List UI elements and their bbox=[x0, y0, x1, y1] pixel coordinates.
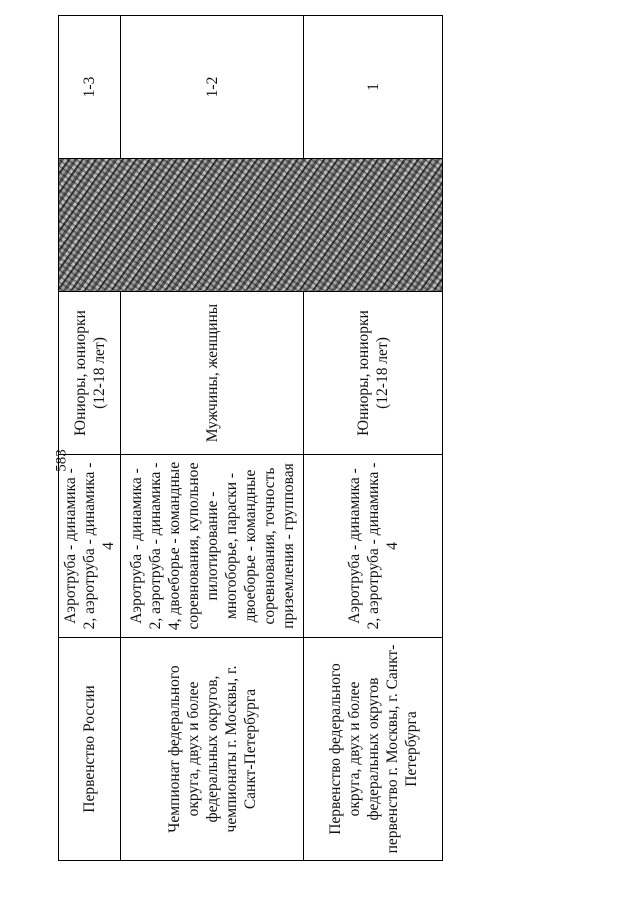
discipline-cell: Аэротруба - динамика - 2, аэротруба - динамика - 4, двоеборье - командные соревнования, купольное пилотирование - многоборье, параски - двоеборье - командные соревнования, точность приземления - групповая bbox=[121, 455, 304, 638]
page-number: 583 bbox=[53, 449, 70, 472]
table-row bbox=[59, 16, 121, 861]
count-cell: 1-3 bbox=[59, 16, 121, 159]
masked-column bbox=[59, 159, 443, 292]
participants-cell: Мужчины, женщины bbox=[121, 292, 304, 455]
discipline-cell: Аэротруба - динамика - 2, аэротруба - динамика - 4 bbox=[59, 455, 121, 638]
event-cell: Первенство федерального округа, двух и более федеральных округов первенство г. Москвы, г. Санкт-Петербурга bbox=[304, 638, 443, 861]
participants-cell: Юниоры, юниорки (12-18 лет) bbox=[304, 292, 443, 455]
competition-table bbox=[58, 78, 422, 861]
table-row bbox=[121, 16, 304, 861]
event-cell: Чемпионат федерального округа, двух и более федеральных округов, чемпионаты г. Москвы, г. Санкт-Петербурга bbox=[121, 638, 304, 861]
count-cell: 1 bbox=[304, 16, 443, 159]
table-row bbox=[304, 16, 443, 861]
count-cell: 1-2 bbox=[121, 16, 304, 159]
participants-cell: Юниоры, юниорки (12-18 лет) bbox=[59, 292, 121, 455]
event-cell: Первенство России bbox=[59, 638, 121, 861]
discipline-cell: Аэротруба - динамика - 2, аэротруба - динамика - 4 bbox=[304, 455, 443, 638]
